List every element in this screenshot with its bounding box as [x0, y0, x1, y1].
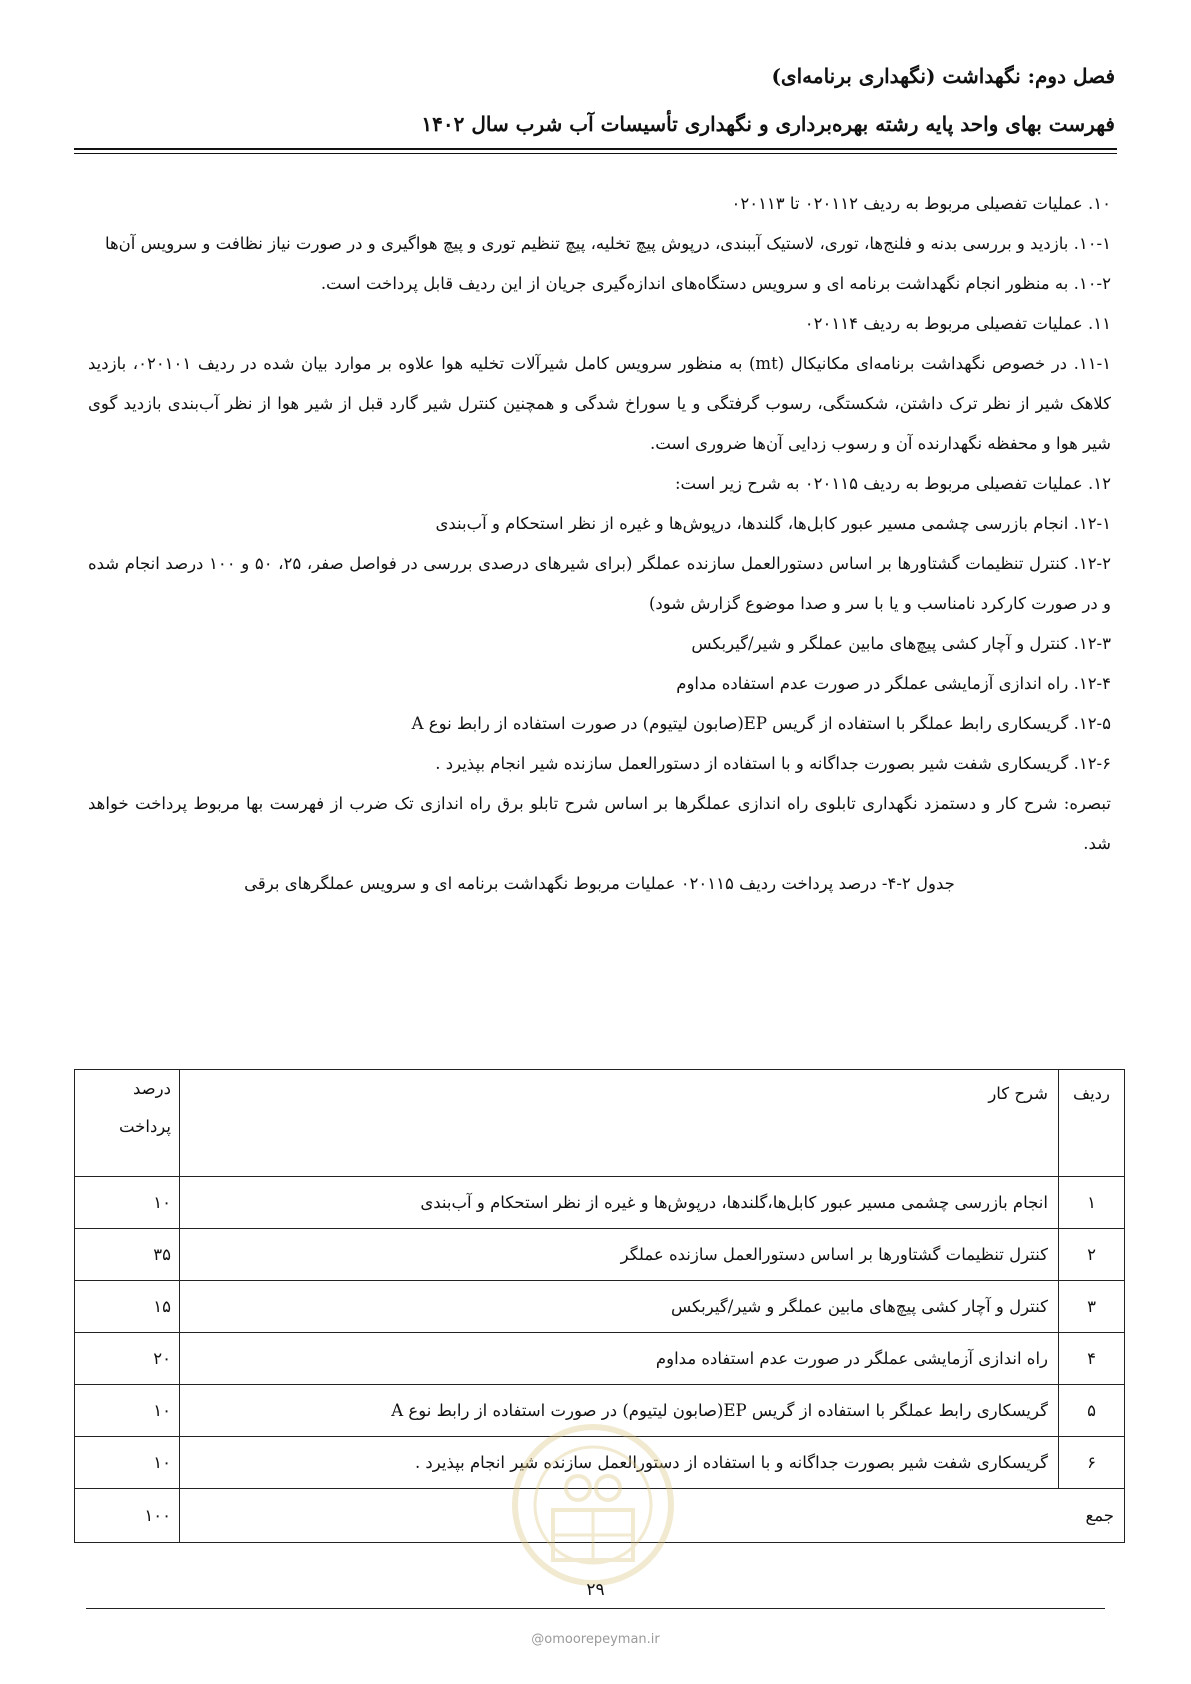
header-rule-thin — [74, 153, 1117, 154]
note-paragraph: تبصره: شرح کار و دستمزد نگهداری تابلوی راه اندازی عملگرها بر اساس شرح تابلو برق راه اندازی تک ضرب از فهرست بها مربوط پرداخت خواهد شد. — [88, 794, 1111, 853]
footer-rule — [86, 1608, 1105, 1609]
row-description: گریسکاری رابط عملگر با استفاده از گریس EP(صابون لیتیوم) در صورت استفاده از رابط نوع A — [180, 1385, 1059, 1437]
paragraph: ۱۱-۱. در خصوص نگهداشت برنامه‌ای مکانیکال (mt) به منظور سرویس کامل شیرآلات تخلیه هوا علاوه بر موارد بیان شده در ردیف ۰۲۰۱۰۱، بازدید کلاهک شیر از نظر ترک داشتن، شکستگی، رسوب گرفتگی و یا سوراخ شدگی و همچنین کنترل شیر گارد قبل از شیر هوا از نظر آب‌بندی بازدید گوی شیر هوا و محفظه نگهدارنده آن و رسوب زدایی آن‌ها ضروری است. — [88, 354, 1112, 453]
table-row — [75, 1177, 1125, 1229]
header-description: شرح کار — [180, 1070, 1059, 1177]
document-subtitle: فهرست بهای واحد پایه رشته بهره‌برداری و نگهداری تأسیسات آب شرب سال ۱۴۰۲ — [421, 112, 1115, 136]
row-description: انجام بازرسی چشمی مسیر عبور کابل‌ها،گلندها، درپوش‌ها و غیره از نظر استحکام و آب‌بندی — [180, 1177, 1059, 1229]
row-percent: ۱۰ — [75, 1437, 180, 1489]
table-caption: جدول ۲-۴- درصد پرداخت ردیف ۰۲۰۱۱۵ عملیات مربوط نگهداشت برنامه ای و سرویس عملگرهای برقی — [244, 874, 955, 893]
row-percent: ۱۰ — [75, 1177, 180, 1229]
row-percent: ۳۵ — [75, 1229, 180, 1281]
paragraph: ۱۲-۲. کنترل تنظیمات گشتاورها بر اساس دستورالعمل سازنده عملگر (برای شیرهای درصدی بررسی در فواصل صفر، ۲۵، ۵۰ و ۱۰۰ درصد انجام شده و در صورت کارکرد نامناسب و یا با سر و صدا موضوع گزارش شود) — [88, 554, 1111, 613]
total-value: ۱۰۰ — [75, 1489, 180, 1543]
row-number: ۴ — [1059, 1333, 1125, 1385]
table-row — [75, 1229, 1125, 1281]
page-number: ۲۹ — [586, 1580, 605, 1600]
row-description: کنترل تنظیمات گشتاورها بر اساس دستورالعمل سازنده عملگر — [180, 1229, 1059, 1281]
paragraph: ۱۱. عملیات تفصیلی مربوط به ردیف ۰۲۰۱۱۴ — [804, 314, 1111, 333]
row-number: ۳ — [1059, 1281, 1125, 1333]
paragraph: ۱۰. عملیات تفصیلی مربوط به ردیف ۰۲۰۱۱۲ تا ۰۲۰۱۱۳ — [731, 194, 1111, 213]
table-header-row — [75, 1070, 1125, 1177]
watermark-site: @omoorepeyman.ir — [531, 1632, 660, 1647]
row-description: گریسکاری شفت شیر بصورت جداگانه و با استفاده از دستورالعمل سازنده شیر انجام بپذیرد . — [180, 1437, 1059, 1489]
paragraph: ۱۲. عملیات تفصیلی مربوط به ردیف ۰۲۰۱۱۵ به شرح زیر است: — [674, 474, 1111, 493]
chapter-title: فصل دوم: نگهداشت (نگهداری برنامه‌ای) — [771, 64, 1115, 88]
paragraph: ۱۰-۲. به منظور انجام نگهداشت برنامه ای و سرویس دستگاه‌های اندازه‌گیری جریان از این ردیف قابل پرداخت است. — [320, 274, 1111, 293]
header-rule — [74, 148, 1117, 150]
header-row-number: ردیف — [1059, 1070, 1125, 1177]
paragraph: ۱۰-۱. بازدید و بررسی بدنه و فلنج‌ها، توری، لاستیک آببندی، درپوش پیچ تخلیه، پیچ تنظیم توری و پیچ هواگیری و در صورت نیاز نظافت و سرویس آن‌ها — [104, 234, 1111, 253]
row-number: ۵ — [1059, 1385, 1125, 1437]
paragraph: ۱۲-۱. انجام بازرسی چشمی مسیر عبور کابل‌ها، گلندها، درپوش‌ها و غیره از نظر استحکام و آب‌بندی — [435, 514, 1111, 533]
paragraph: ۱۲-۴. راه اندازی آزمایشی عملگر در صورت عدم استفاده مداوم — [676, 674, 1111, 693]
row-description: کنترل و آچار کشی پیچ‌های مابین عملگر و شیر/گیربکس — [180, 1281, 1059, 1333]
row-number: ۱ — [1059, 1177, 1125, 1229]
table-row — [75, 1333, 1125, 1385]
row-number: ۲ — [1059, 1229, 1125, 1281]
header-payment-percent: درصد پرداخت — [75, 1070, 180, 1177]
paragraph: ۱۲-۶. گریسکاری شفت شیر بصورت جداگانه و با استفاده از دستورالعمل سازنده شیر انجام بپذیرد . — [435, 754, 1111, 773]
table-row — [75, 1281, 1125, 1333]
body-text — [88, 184, 1111, 904]
paragraph: ۱۲-۵. گریسکاری رابط عملگر با استفاده از گریس EP(صابون لیتیوم) در صورت استفاده از رابط نوع A — [411, 714, 1111, 733]
row-percent: ۲۰ — [75, 1333, 180, 1385]
row-percent: ۱۵ — [75, 1281, 180, 1333]
row-description: راه اندازی آزمایشی عملگر در صورت عدم استفاده مداوم — [180, 1333, 1059, 1385]
paragraph: ۱۲-۳. کنترل و آچار کشی پیچ‌های مابین عملگر و شیر/گیربکس — [691, 634, 1111, 653]
row-number: ۶ — [1059, 1437, 1125, 1489]
total-label: جمع — [180, 1489, 1125, 1543]
row-percent: ۱۰ — [75, 1385, 180, 1437]
